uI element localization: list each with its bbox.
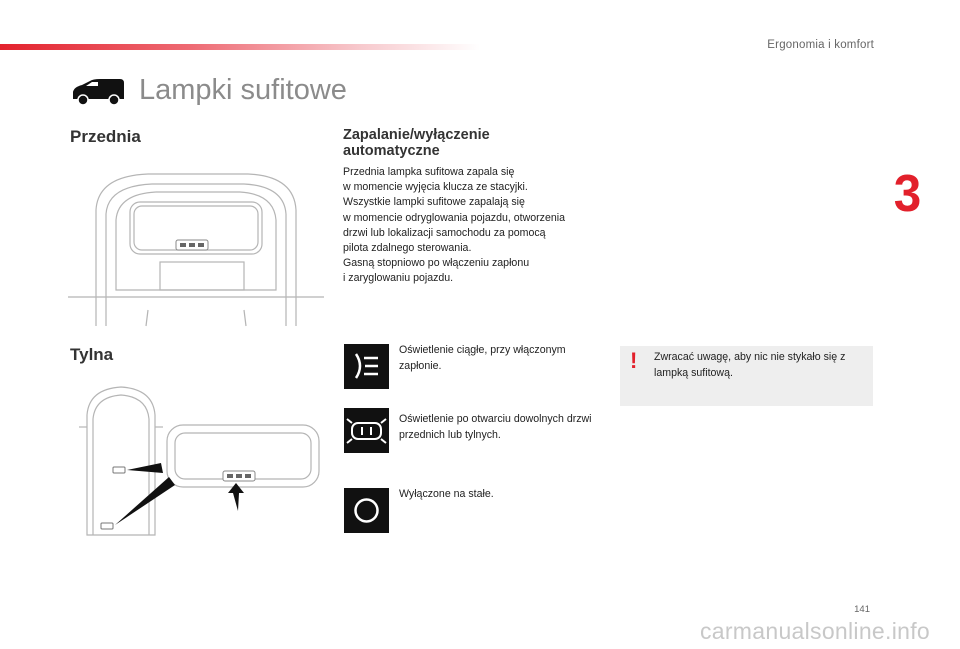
mode-continuous-text: Oświetlenie ciągłe, przy włączonym zapłonie. bbox=[399, 344, 566, 372]
van-icon bbox=[70, 77, 126, 107]
paragraph-line: Gasną stopniowo po włączeniu zapłonu bbox=[343, 257, 530, 270]
page-number: 141 bbox=[854, 604, 870, 615]
header-accent-bar bbox=[0, 44, 480, 50]
page-title: Lampki sufitowe bbox=[139, 74, 347, 106]
mode-off-text: Wyłączone na stałe. bbox=[399, 488, 494, 500]
lamp-on-icon bbox=[344, 344, 389, 389]
paragraph-line: w momencie odryglowania pojazdu, otworzenia bbox=[343, 211, 565, 224]
front-paragraph bbox=[343, 165, 608, 287]
paragraph-line: i zaryglowaniu pojazdu. bbox=[343, 272, 454, 285]
mode-door-text: Oświetlenie po otwarciu dowolnych drzwi przednich lub tylnych. bbox=[399, 413, 592, 441]
rear-heading: Tylna bbox=[70, 345, 114, 364]
paragraph-line: Przednia lampka sufitowa zapala się bbox=[343, 166, 515, 178]
auto-on-off-subheading: Zapalanie/wyłączenie automatyczne bbox=[343, 127, 490, 159]
section-title: Ergonomia i komfort bbox=[767, 39, 874, 51]
paragraph-line: Wszystkie lampki sufitowe zapalają się bbox=[343, 196, 525, 209]
door-open-lamp-icon bbox=[344, 408, 389, 453]
paragraph-line: pilota zdalnego sterowania. bbox=[343, 242, 472, 255]
paragraph-line: w momencie wyjęcia klucza ze stacyjki. bbox=[343, 181, 528, 194]
front-heading: Przednia bbox=[70, 127, 141, 146]
off-circle-icon bbox=[344, 488, 389, 533]
front-lamp-illustration bbox=[68, 170, 324, 328]
exclamation-icon: ! bbox=[630, 348, 638, 373]
watermark: carmanualsonline.info bbox=[699, 618, 930, 644]
paragraph-line: drzwi lub lokalizacji samochodu za pomocą bbox=[343, 226, 546, 239]
chapter-number: 3 bbox=[893, 165, 922, 223]
rear-lamp-illustration bbox=[75, 385, 325, 540]
note-text: Zwracać uwagę, aby nic nie stykało się z lampką sufitową. bbox=[654, 351, 846, 379]
